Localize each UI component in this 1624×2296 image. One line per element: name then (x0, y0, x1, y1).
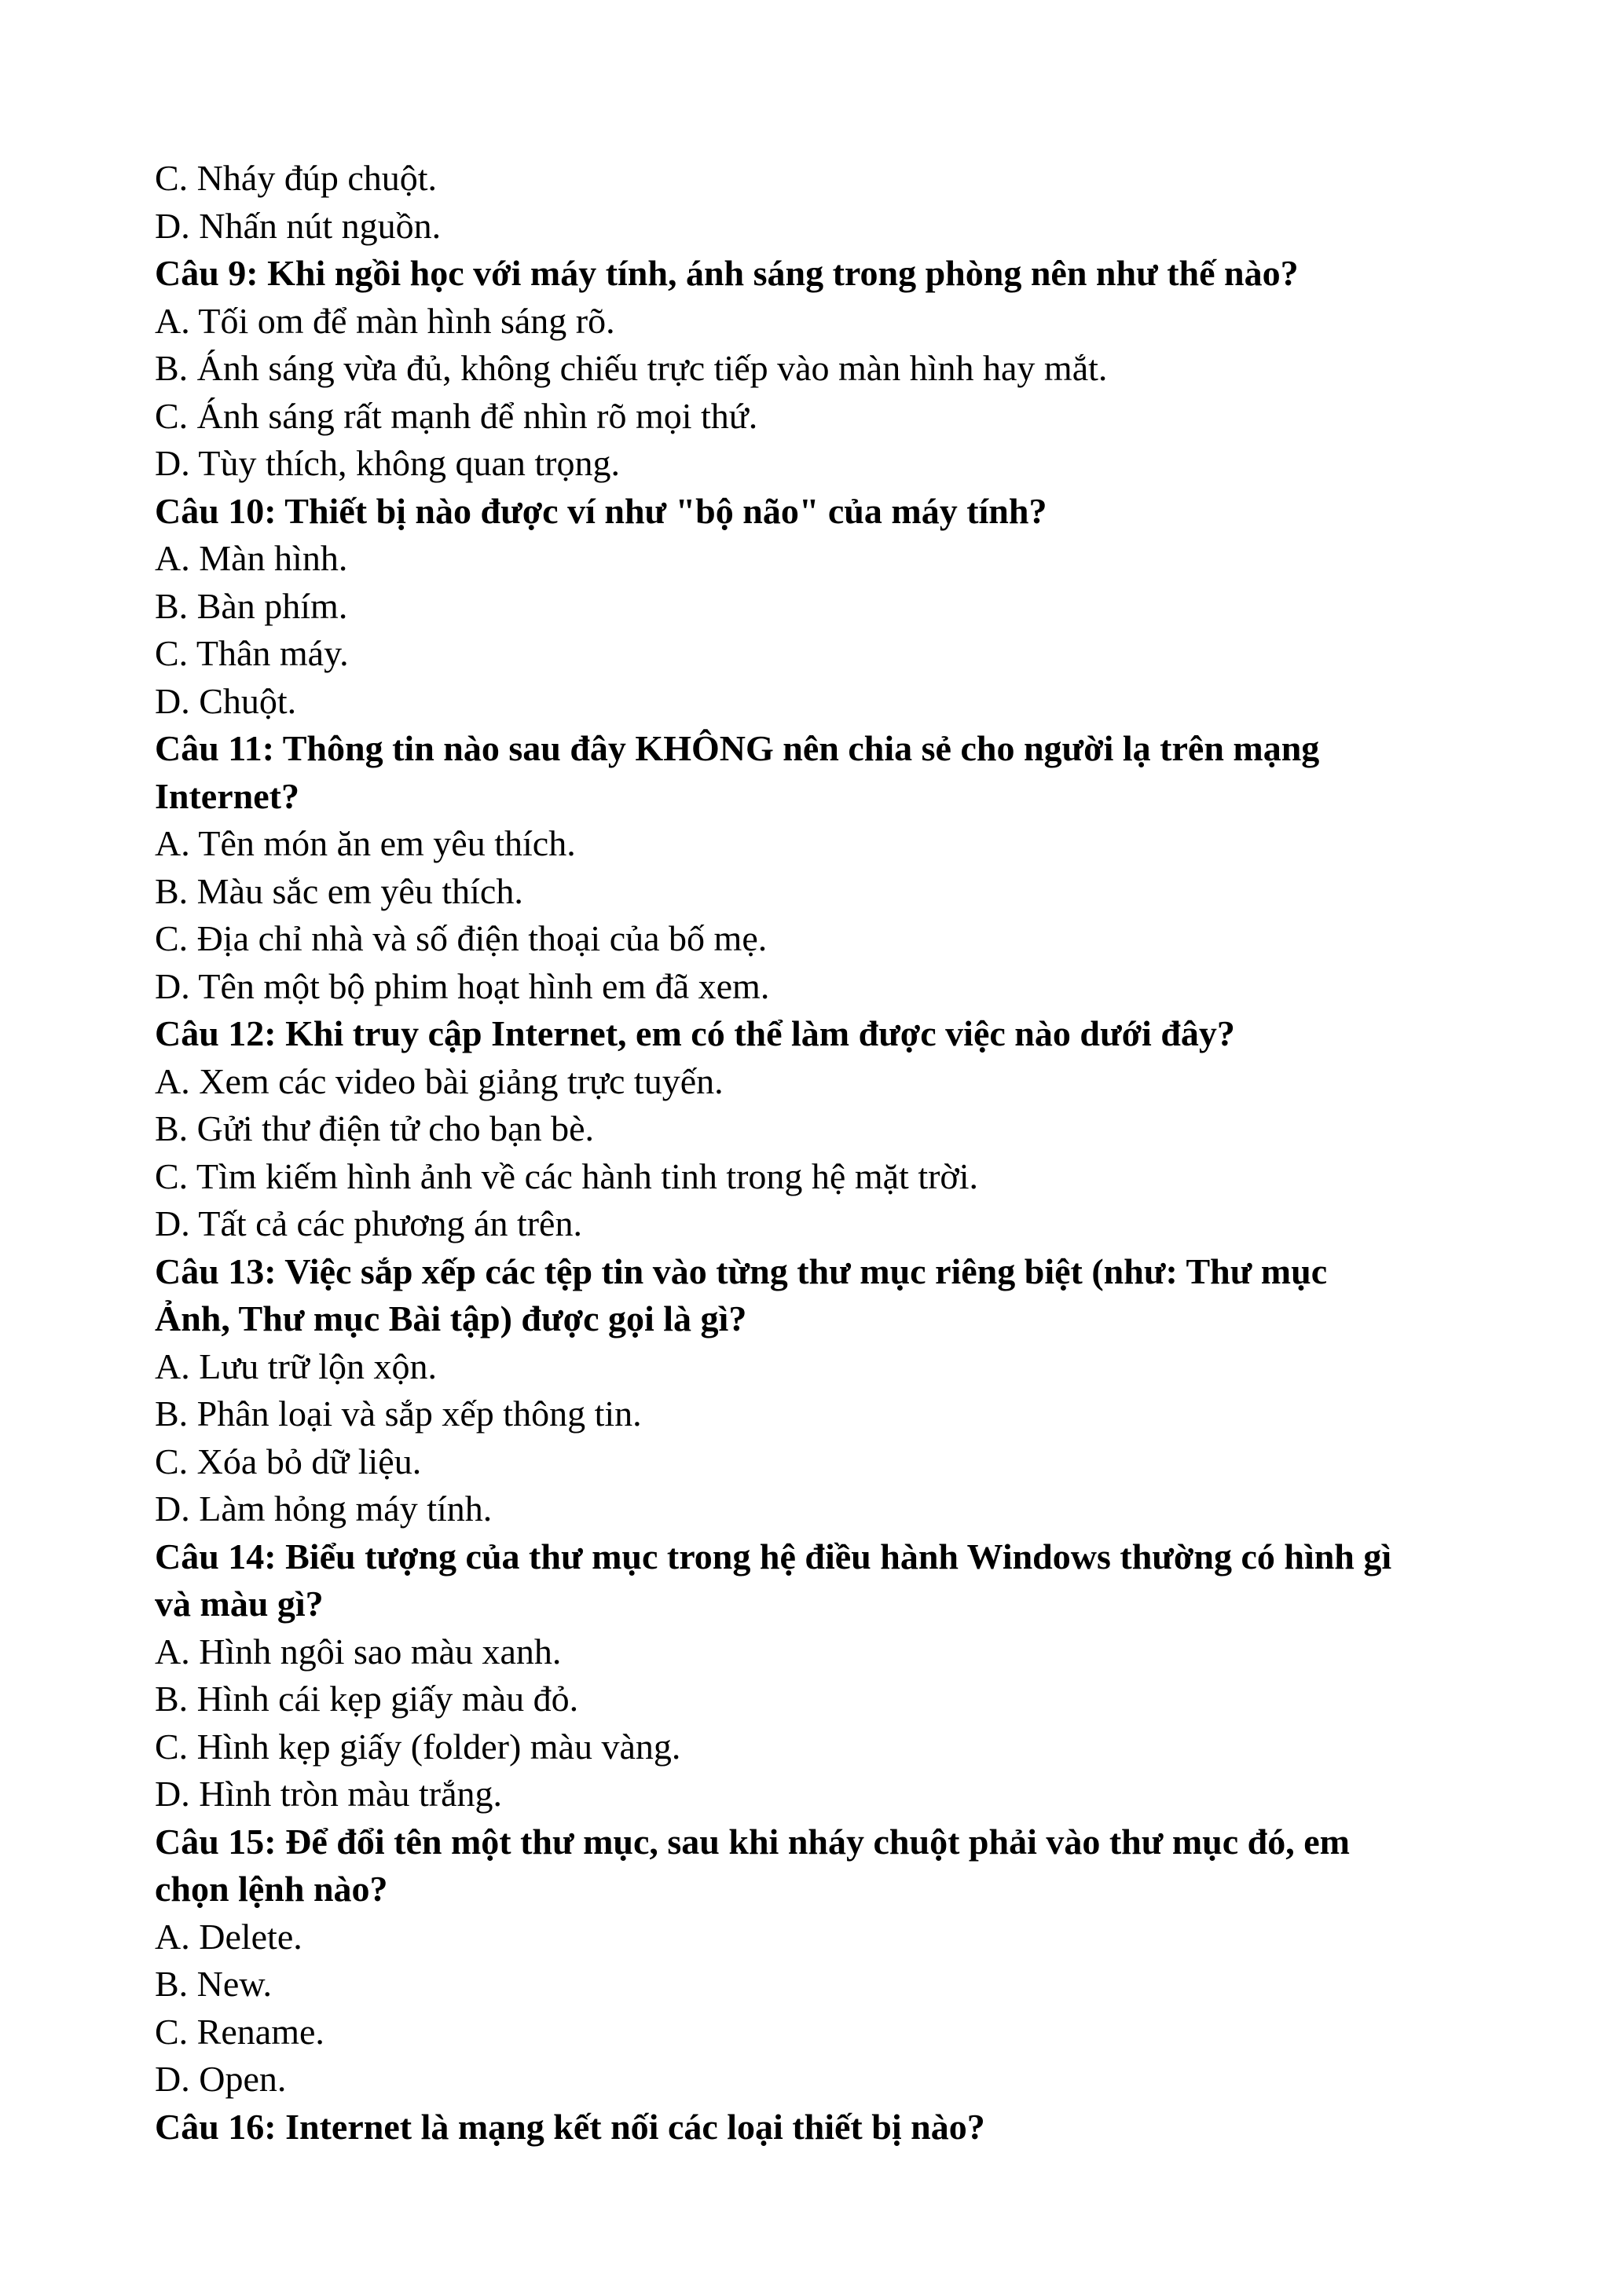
question-9-option-c: C. Ánh sáng rất mạnh để nhìn rõ mọi thứ. (155, 395, 758, 436)
question-14-option-b: B. Hình cái kẹp giấy màu đỏ. (155, 1679, 579, 1719)
question-14-line-1: Câu 14: Biểu tượng của thư mục trong hệ điều hành Windows thường có hình gì (155, 1536, 1392, 1576)
option-c: C. Nháy đúp chuột. (155, 158, 438, 198)
question-9: Câu 9: Khi ngồi học với máy tính, ánh sáng trong phòng nên như thế nào? (155, 253, 1299, 293)
question-11-line-1: Câu 11: Thông tin nào sau đây KHÔNG nên chia sẻ cho người lạ trên mạng (155, 728, 1320, 768)
question-9-option-a: A. Tối om để màn hình sáng rõ. (155, 300, 615, 341)
question-15-option-a: A. Delete. (155, 1916, 302, 1957)
question-10-option-c: C. Thân máy. (155, 633, 349, 673)
question-13-line-1: Câu 13: Việc sắp xếp các tệp tin vào từng thư mục riêng biệt (như: Thư mục (155, 1251, 1328, 1291)
question-10: Câu 10: Thiết bị nào được ví như "bộ não" của máy tính? (155, 490, 1047, 531)
question-14-option-d: D. Hình tròn màu trắng. (155, 1774, 503, 1814)
question-10-option-a: A. Màn hình. (155, 538, 348, 578)
question-13-option-a: A. Lưu trữ lộn xộn. (155, 1346, 438, 1386)
question-14-option-c: C. Hình kẹp giấy (folder) màu vàng. (155, 1726, 681, 1767)
question-13-option-d: D. Làm hỏng máy tính. (155, 1489, 493, 1529)
question-13-line-2: Ảnh, Thư mục Bài tập) được gọi là gì? (155, 1298, 747, 1338)
quiz-content (155, 155, 1506, 2151)
question-9-option-d: D. Tùy thích, không quan trọng. (155, 443, 620, 483)
question-13-option-b: B. Phân loại và sắp xếp thông tin. (155, 1393, 642, 1434)
question-14-line-2: và màu gì? (155, 1584, 324, 1624)
question-15-option-b: B. New. (155, 1964, 273, 2004)
question-11-option-a: A. Tên món ăn em yêu thích. (155, 823, 576, 863)
question-15-line-1: Câu 15: Để đổi tên một thư mục, sau khi nháy chuột phải vào thư mục đó, em (155, 1821, 1350, 1862)
question-10-option-b: B. Bàn phím. (155, 585, 348, 626)
question-16: Câu 16: Internet là mạng kết nối các loại thiết bị nào? (155, 2106, 985, 2147)
question-12-option-b: B. Gửi thư điện tử cho bạn bè. (155, 1108, 594, 1148)
question-12-option-c: C. Tìm kiếm hình ảnh về các hành tinh trong hệ mặt trời. (155, 1155, 979, 1196)
question-15-option-c: C. Rename. (155, 2011, 324, 2052)
question-9-option-b: B. Ánh sáng vừa đủ, không chiếu trực tiếp vào màn hình hay mắt. (155, 348, 1108, 388)
question-11-option-d: D. Tên một bộ phim hoạt hình em đã xem. (155, 965, 770, 1006)
question-15-option-d: D. Open. (155, 2059, 287, 2099)
question-15-line-2: chọn lệnh nào? (155, 1869, 388, 1909)
question-11-line-2: Internet? (155, 775, 299, 816)
option-d: D. Nhấn nút nguồn. (155, 205, 442, 246)
question-14-option-a: A. Hình ngôi sao màu xanh. (155, 1631, 562, 1672)
question-11-option-b: B. Màu sắc em yêu thích. (155, 870, 523, 911)
question-12: Câu 12: Khi truy cập Internet, em có thể làm được việc nào dưới đây? (155, 1013, 1235, 1053)
question-10-option-d: D. Chuột. (155, 680, 297, 721)
question-12-option-d: D. Tất cả các phương án trên. (155, 1203, 582, 1243)
question-11-option-c: C. Địa chỉ nhà và số điện thoại của bố mẹ. (155, 918, 768, 958)
question-12-option-a: A. Xem các video bài giảng trực tuyến. (155, 1060, 724, 1101)
question-13-option-c: C. Xóa bỏ dữ liệu. (155, 1441, 422, 1481)
